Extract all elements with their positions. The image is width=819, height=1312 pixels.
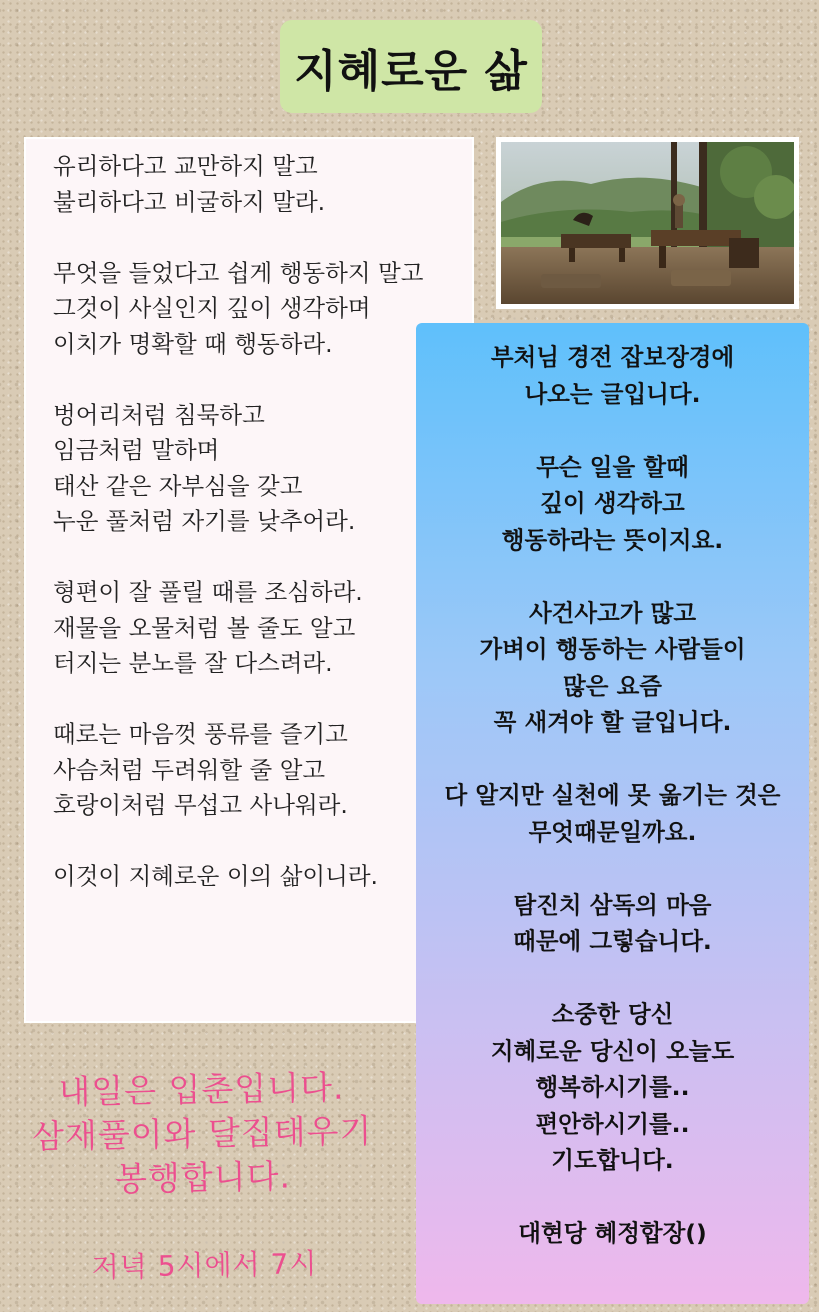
poem-line: 사슴처럼 두려워할 줄 알고	[53, 755, 326, 784]
poem-line: 불리하다고 비굴하지 말라.	[53, 187, 326, 216]
poem-line	[53, 540, 472, 576]
poem-line: 터지는 분노를 잘 다스려라.	[53, 649, 333, 677]
poem-line: 태산 같은 자부심을 갖고	[53, 471, 303, 500]
commentary-line: 행동하라는 뜻이지요.	[501, 525, 724, 554]
poem-line	[53, 824, 472, 860]
commentary-panel	[416, 323, 809, 1304]
poem-line: 무엇을 들었다고 쉽게 행동하지 말고	[53, 258, 424, 287]
announcement-time: 저녁 5시에서 7시	[91, 1247, 318, 1284]
tea-room-image	[501, 142, 794, 304]
poem-line: 형편이 잘 풀릴 때를 조심하라.	[53, 578, 363, 606]
poem-line: 벙어리처럼 침묵하고	[53, 400, 265, 429]
announcement-line: 봉행합니다.	[114, 1156, 292, 1199]
commentary-line: 많은 요즘	[563, 671, 662, 700]
poem-line: 재물을 오물처럼 볼 줄도 알고	[53, 613, 356, 642]
commentary-line: 다 알지만 실천에 못 옮기는 것은	[444, 781, 781, 809]
commentary-line: 깊이 생각하고	[540, 489, 685, 517]
page-title: 지혜로운 삶	[294, 45, 528, 97]
commentary-line	[416, 960, 809, 997]
commentary-line: 무엇때문일까요.	[528, 817, 697, 846]
announcement-line: 내일은 입춘입니다.	[58, 1067, 345, 1112]
commentary-line: 지혜로운 당신이 오늘도	[490, 1036, 735, 1065]
commentary-line: 나오는 글입니다.	[524, 379, 701, 408]
commentary-line: 때문에 그렇습니다.	[513, 927, 712, 955]
commentary-line: 행복하시기를..	[535, 1073, 690, 1101]
commentary-line: 가벼이 행동하는 사람들이	[479, 635, 746, 663]
poem-line: 호랑이처럼 무섭고 사나워라.	[53, 791, 348, 819]
poem-line	[53, 682, 472, 718]
commentary-line	[416, 1179, 809, 1216]
poem-line	[53, 362, 472, 398]
poem-line: 이치가 명확할 때 행동하라.	[53, 329, 333, 358]
commentary-line	[416, 850, 809, 887]
poem-line: 때로는 마음껏 풍류를 즐기고	[53, 720, 348, 748]
poem-line	[53, 220, 472, 256]
announcement-handwritten	[6, 1065, 400, 1292]
spacer	[8, 1197, 399, 1248]
commentary-line: 꼭 새겨야 할 글입니다.	[493, 708, 732, 736]
commentary-line	[416, 558, 809, 595]
commentary-line: 탐진치 삼독의 마음	[513, 890, 712, 919]
poem-line: 유리하다고 교만하지 말고	[53, 152, 318, 180]
commentary-line: 편안하시기를..	[535, 1109, 690, 1138]
poem-panel	[24, 137, 474, 1023]
tea-room-photo	[496, 137, 799, 309]
commentary-line	[416, 412, 809, 449]
commentary-line: 부처님 경전 잡보장경에	[490, 343, 735, 371]
commentary-line: 무슨 일을 할때	[536, 452, 689, 481]
commentary-line	[416, 741, 809, 778]
commentary-line: 사건사고가 많고	[528, 598, 697, 627]
poem-line: 이것이 지혜로운 이의 삶이니라.	[53, 862, 378, 890]
poem-line: 그것이 사실인지 깊이 생각하며	[53, 294, 371, 322]
commentary-line: 기도합니다.	[551, 1146, 674, 1174]
title-banner	[280, 20, 542, 113]
commentary-line: 대현당 혜정합장()	[518, 1219, 707, 1247]
poem-line: 누운 풀처럼 자기를 낮추어라.	[53, 507, 356, 535]
commentary-line: 소중한 당신	[551, 1000, 674, 1028]
poem-line: 임금처럼 말하며	[53, 436, 220, 464]
announcement-line: 삼재풀이와 달집태우기	[31, 1111, 373, 1156]
